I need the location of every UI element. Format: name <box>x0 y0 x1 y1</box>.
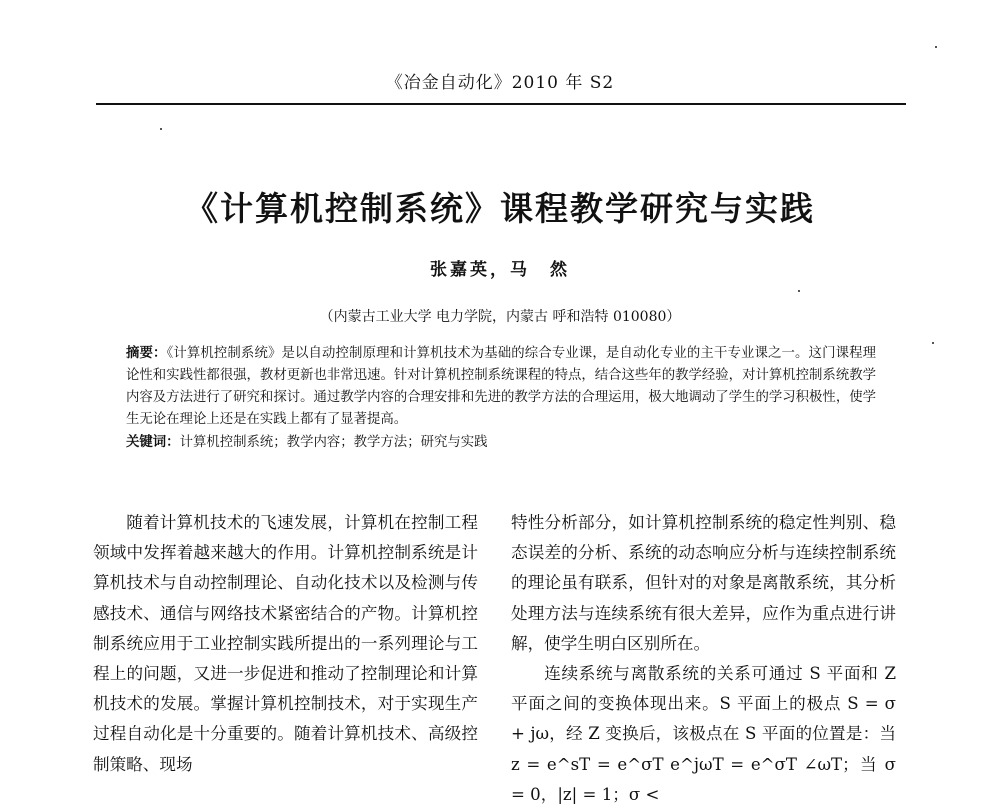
keywords-label: 关键词： <box>126 434 180 450</box>
journal-header: 《冶金自动化》2010 年 S2 <box>385 73 615 93</box>
body-column-left <box>93 508 478 780</box>
abstract-label: 摘要： <box>126 345 167 361</box>
scan-speck <box>935 46 937 48</box>
affiliation: （内蒙古工业大学 电力学院，内蒙古 呼和浩特 010080） <box>319 309 681 325</box>
abstract-block <box>126 342 876 454</box>
scan-speck <box>932 342 934 344</box>
abstract <box>126 342 876 431</box>
keywords <box>126 431 876 454</box>
scan-speck <box>798 290 800 292</box>
body-paragraph-left: 随着计算机技术的飞速发展，计算机在控制工程领域中发挥着越来越大的作用。计算机控制系统是计算机技术与自动控制理论、自动化技术以及检测与传感技术、通信与网络技术紧密结合的产物。计算机控制系统应用于工业控制实践所提出的一系列理论与工程上的问题，又进一步促进和推动了控制理论和计算机技术的发展。掌握计算机控制技术，对于实现生产过程自动化是十分重要的。随着计算机技术、高级控制策略、现场 <box>93 513 478 774</box>
paper-title: 《计算机控制系统》课程教学研究与实践 <box>185 189 815 228</box>
scan-speck <box>160 128 162 130</box>
authors: 张嘉英，马 然 <box>430 260 570 280</box>
body-paragraph-right-1: 特性分析部分，如计算机控制系统的稳定性判别、稳态误差的分析、系统的动态响应分析与连续控制系统的理论虽有联系，但针对的对象是离散系统，其分析处理方法与连续系统有很大差异，应作为重点进行讲解，使学生明白区别所在。 <box>511 513 896 653</box>
body-column-right <box>511 508 896 810</box>
header-rule <box>96 103 906 105</box>
keywords-text: 计算机控制系统；教学内容；教学方法；研究与实践 <box>179 435 488 450</box>
abstract-text: 《计算机控制系统》是以自动控制原理和计算机技术为基础的综合专业课，是自动化专业的主干专业课之一。这门课程理论性和实践性都很强，教材更新也非常迅速。针对计算机控制系统课程的特点，结合这些年的教学经验，对计算机控制系统教学内容及方法进行了研究和探讨。通过教学内容的合理安排和先进的教学方法的合理运用，极大地调动了学生的学习积极性，使学生无论在理论上还是在实践上都有了显著提高。 <box>126 346 877 427</box>
body-paragraph-right-2: 连续系统与离散系统的关系可通过 S 平面和 Z 平面之间的变换体现出来。S 平面上的极点 S = σ + jω，经 Z 变换后，该极点在 S 平面的位置是：当 z = e^sT = e^σT e^jωT = e^σT ∠ωT；当 σ = 0，|z| = 1；σ < <box>511 664 896 804</box>
